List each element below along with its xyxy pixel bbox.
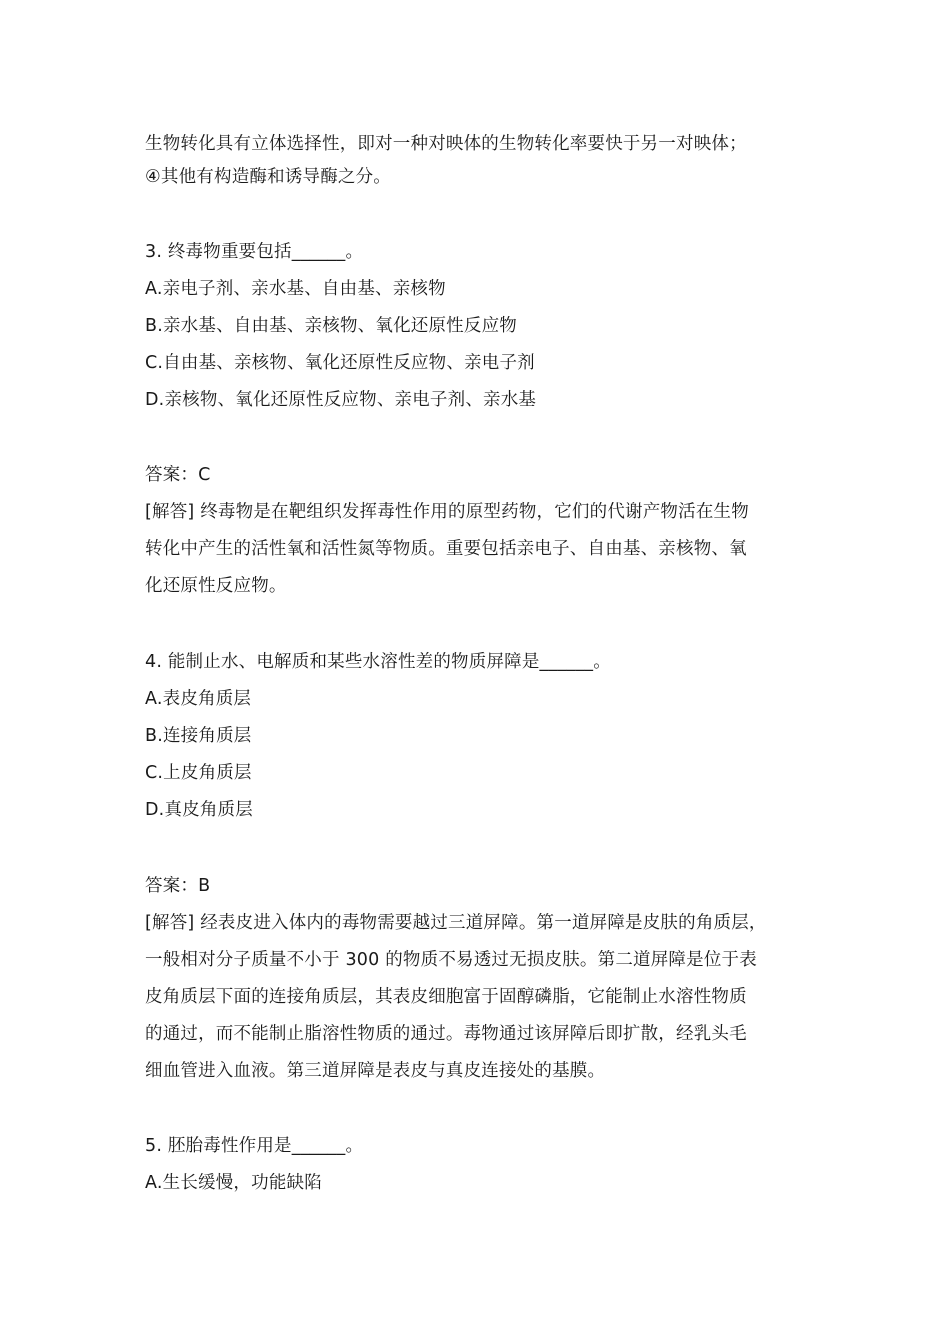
q3-option-c: C.自由基、亲核物、氧化还原性反应物、亲电子剂	[145, 353, 535, 373]
intro-line-1: 生物转化具有立体选择性，即对一种对映体的生物转化率要快于另一对映体；	[145, 134, 747, 154]
q4-option-d: D.真皮角质层	[145, 800, 253, 820]
q3-explanation-line: 化还原性反应物。	[145, 576, 287, 596]
q3-option-a: A.亲电子剂、亲水基、自由基、亲核物	[145, 279, 446, 299]
q4-option-a: A.表皮角质层	[145, 689, 252, 709]
question-3: 3. 终毒物重要包括______。	[145, 242, 364, 262]
q4-explanation-line: 皮角质层下面的连接角质层，其表皮细胞富于固醇磷脂，它能制止水溶性物质	[145, 987, 747, 1007]
q4-answer: 答案：B	[145, 876, 211, 896]
q4-explanation-line: 一般相对分子质量不小于 300 的物质不易透过无损皮肤。第二道屏障是位于表	[145, 950, 757, 970]
q3-option-d: D.亲核物、氧化还原性反应物、亲电子剂、亲水基	[145, 390, 537, 410]
q4-explanation-line: 细血管进入血液。第三道屏障是表皮与真皮连接处的基膜。	[145, 1061, 606, 1081]
q4-explanation-line: [解答] 经表皮进入体内的毒物需要越过三道屏障。第一道屏障是皮肤的角质层，	[145, 913, 767, 933]
q3-answer: 答案：C	[145, 465, 211, 485]
q4-option-c: C.上皮角质层	[145, 763, 252, 783]
question-4: 4. 能制止水、电解质和某些水溶性差的物质屏障是______。	[145, 652, 611, 672]
q4-explanation-line: 的通过，而不能制止脂溶性物质的通过。毒物通过该屏障后即扩散，经乳头毛	[145, 1024, 747, 1044]
question-5: 5. 胚胎毒性作用是______。	[145, 1136, 364, 1156]
q4-option-b: B.连接角质层	[145, 726, 252, 746]
q3-explanation-line: [解答] 终毒物是在靶组织发挥毒性作用的原型药物，它们的代谢产物活在生物	[145, 502, 749, 522]
q3-option-b: B.亲水基、自由基、亲核物、氧化还原性反应物	[145, 316, 517, 336]
q3-explanation-line: 转化中产生的活性氧和活性氮等物质。重要包括亲电子、自由基、亲核物、氧	[145, 539, 747, 559]
q5-option-a: A.生长缓慢，功能缺陷	[145, 1173, 322, 1193]
intro-line-2: ④其他有构造酶和诱导酶之分。	[145, 167, 391, 187]
